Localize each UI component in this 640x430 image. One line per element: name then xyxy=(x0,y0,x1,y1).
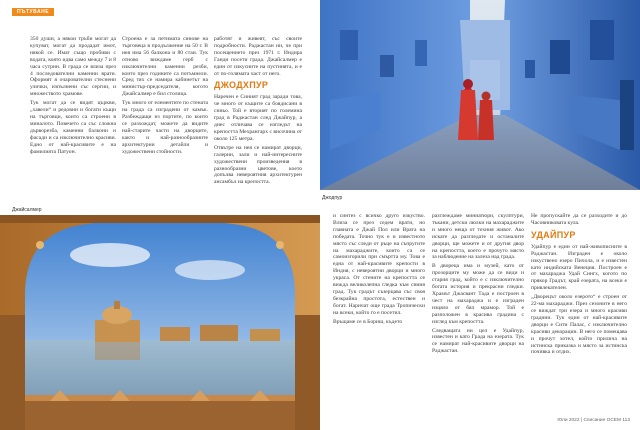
footer-issue: Юли 2022 xyxy=(557,418,580,423)
photo-lake-arches xyxy=(0,215,320,430)
blue-city-illustration xyxy=(320,0,640,190)
page-number: 113 xyxy=(622,418,630,423)
text-column-1 xyxy=(30,36,116,198)
paragraph: разглеждаме миниатюри, скулптури, тъкани, детски люлки на махараджите и много неща от техния живот. Ако искате да разгледате и останалите дворци, ще можете и от другия двор на крепостта, което е прочуто място за наблюдение на залеза над града. xyxy=(432,213,524,261)
photo-caption-jaisalmer: Джайсалмер xyxy=(12,207,42,213)
paragraph: и синтез с всичко друго изкуство. Влиза се през седем врати, но главната е Джай Пол или Врата на победата. Точно тук е и известното място със следи от ръце на съпругите на махараджите, които са се самоизгорили при смъртта му. Това е една от най-красивите крепости в Индия, с невероятни дворци и много украса. От стените на крепостта се вижда великолепна гледка към синия град. Тук градът съзерцава със своя безкрайна простота, естествен и богат. Наричат още града Тропически на всеки, който го е посетил. xyxy=(333,213,425,316)
paragraph: Отвътре на нея се намират дворци, галерии, зали и най-интересните художествени произведения в разнообразни цветове, което допълва невероятния архитектурен ансамбъл на крепостта. xyxy=(214,144,302,186)
page-footer: Юли 2022 | Списание ОСЕМ 113 xyxy=(557,418,630,423)
photo-caption-jodhpur: Джодпур xyxy=(322,195,343,201)
text-column-6 xyxy=(531,213,627,413)
lake-arch-illustration xyxy=(0,215,320,430)
photo-blue-city-street xyxy=(320,0,640,190)
paragraph: В двореца има и музей, като от прозорците му може да се види и стария град, който е с изключително богата история и прекрасни гледки. Храмът Джасвант Тада е построен в чест на махараджа и е изграден изцяло от бял мрамор. Той е разположен в красива градина с изглед към крепостта. xyxy=(432,263,524,325)
paragraph: Наречен е Синият град заради това, че много от къщите са боядисани в синьо. Той е вторият по големина град в Раджастан след Джайпур, а днес отличава се изгледът на крепостта Мехрангарх с височина от около 125 метра. xyxy=(214,94,302,142)
footer-magazine: Списание ОСЕМ xyxy=(583,418,621,423)
paragraph: 350 души, а някои тръби могат да купуват, могат да продадат имот, някой се. Имат също пробиви с водата, която идва само между 7 и 8 часа сутрин. В града се влиза през 4 последователни каменни врати. Оформят я очарователни стеснени улички, изпълнени със сергии, и множеството храмове. xyxy=(30,36,116,98)
paragraph: Следващата ни цел е Удайпур, известен и като Града на езерата. Тук се намират най-красивите дворци на Раджастан. xyxy=(432,327,524,355)
text-column-4 xyxy=(333,213,425,413)
paragraph: работят и живеят, със своите подробности. Раджастан ни, че при посещението през 1971 г. Индира Ганди посети града. Джайсалмер е един от изкусните на пустинята, и е от по-голямата част от него. xyxy=(214,36,302,77)
section-tag: ПЪТУВАНЕ xyxy=(12,8,54,16)
paragraph: Не пропускайте да се разходите и до Часовниковата кула. xyxy=(531,213,627,226)
paragraph: Тук могат да се видят църкви, „хавели“ и редовни и богати къщи на търговци, които са строени в миналото. Повечето са със сложна дърворезба, каменни балкони и фасади и са изключително красиви. Едно от най-красивите е на фамилията Патуон. xyxy=(30,100,116,155)
paragraph: Строена е за петимата синове на търговеца в продължение на 50 г. В нея има 56 балкона и 80 стаи. Тук отново виждаме герб с изключителни каменни резби, които през годините са потъмнели. Сред тях се намира кабинетът на министър-председателя, когото Джайсалмер е бил столица. xyxy=(122,36,208,98)
paragraph: Тук много от елементите по стената на града са изградени от камък. Разбеждащи из портите, по които се разхождат, можете да видите най-старите части на дворците, както и най-разнообразните архитектурни детайли и художествени стойности. xyxy=(122,100,208,155)
section-heading-udaipur: УДАЙПУР xyxy=(531,229,576,240)
section-heading-jodhpur: ДЖОДХПУР xyxy=(214,80,269,91)
text-column-5 xyxy=(432,213,524,413)
paragraph: Връщаме се в Бориш, където xyxy=(333,318,403,325)
paragraph: „Дворецът около езерото“ е строен от 22-ма махараджи. През сезоните в него се виждат три езера и много красиви градини. Тук един от най-красивите дворци е Сити Палас, с изключително красиви декорации. В него се помещава и прочут хотел, който прилича на истинска приказка и място за истинска почивка и отдих. xyxy=(531,294,627,356)
paragraph: Удайпур е един от най-живописните в Раджастан. Изграден е около изкуствено езеро Пичола, и е известен като индийската Венеция. Построен е от махараджа Удай Сингх, когото по прякор Градът, край езерата, на всеки е привлекателен. xyxy=(531,243,627,292)
text-column-2 xyxy=(122,36,208,198)
text-column-3 xyxy=(214,36,302,198)
